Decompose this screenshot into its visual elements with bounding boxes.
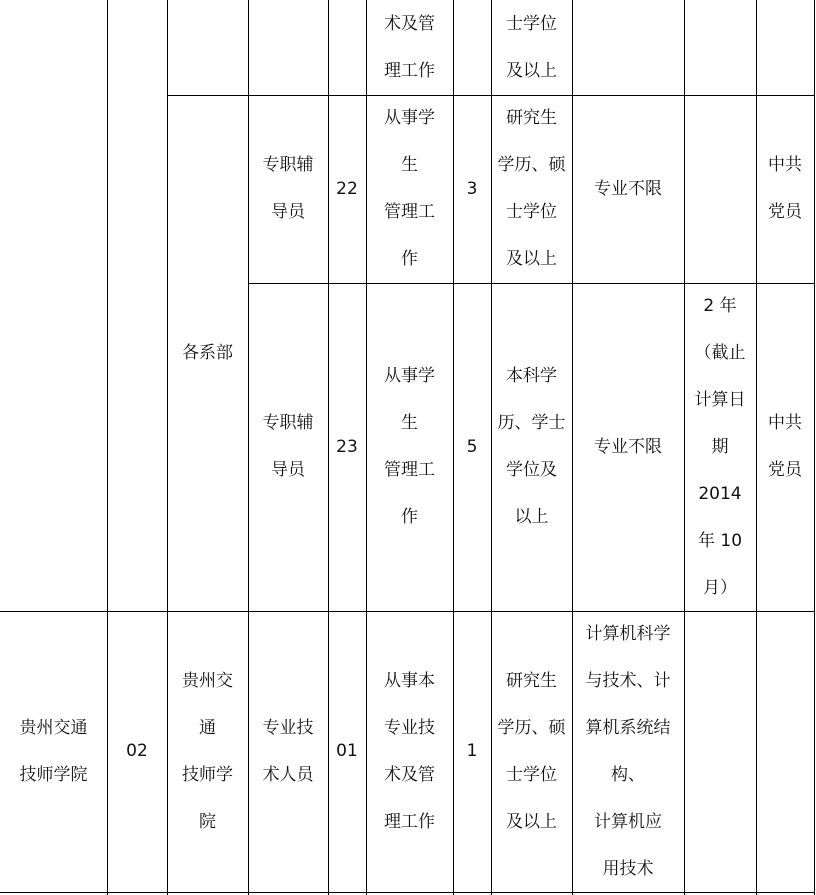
row22-position-cell: [248, 95, 328, 283]
gz-education-text: 研究生 学历、硕 士学位 及以上: [497, 670, 566, 832]
row22-other-text: 中共 党员: [768, 155, 802, 222]
row22-position-text: 专职辅 导员: [262, 155, 314, 222]
row22-duties-text: 从事学 生 管理工 作: [384, 108, 435, 269]
row23-code-text: 23: [336, 436, 358, 457]
top-duties-text: 术及管 理工作: [384, 13, 435, 81]
gz-duties-text: 从事本 专业技 术及管 理工作: [384, 670, 435, 832]
gz-unit-text: 贵州交通 技师学院: [19, 717, 88, 785]
row22-major-cell: [572, 95, 684, 283]
gz-headcount-text: 1: [466, 741, 478, 761]
department-cell: [167, 95, 248, 611]
row22-duties-cell: [366, 95, 453, 283]
gz-position-cell: [248, 611, 328, 892]
row23-duties-cell: [366, 283, 453, 611]
gz-code-text: 01: [336, 741, 358, 761]
gz-department-text: 贵州交 通 技师学 院: [182, 670, 233, 832]
row23-major-text: 专业不限: [594, 436, 662, 457]
row23-position-text: 专职辅 导员: [262, 413, 314, 480]
row23-code-cell: [328, 283, 366, 611]
row22-headcount-cell: [453, 95, 491, 283]
top-education-cell: [491, 0, 572, 95]
row22-other-cell: [756, 95, 814, 283]
gz-unit-code-cell: [107, 611, 167, 892]
row23-education-cell: [491, 283, 572, 611]
top-duties-cell: [366, 0, 453, 95]
gz-code-cell: [328, 611, 366, 892]
row23-experience-cell: [684, 283, 756, 611]
gz-department-cell: [167, 611, 248, 892]
row23-position-cell: [248, 283, 328, 611]
row22-headcount-text: 3: [466, 178, 478, 199]
gz-unit-cell: [0, 611, 107, 892]
row22-code-text: 22: [336, 178, 358, 199]
gz-duties-cell: [366, 611, 453, 892]
gz-position-text: 专业技 术人员: [262, 717, 314, 785]
row22-education-text: 研究生 学历、硕 士学位 及以上: [497, 108, 566, 269]
row23-experience-text: 2 年 （截止 计算日 期 2014 年 10 月）: [694, 295, 746, 598]
row23-other-cell: [756, 283, 814, 611]
row22-experience-cell: [684, 95, 756, 283]
row22-major-text: 专业不限: [594, 178, 662, 199]
row23-headcount-cell: [453, 283, 491, 611]
gz-unit-code-text: 02: [126, 741, 148, 761]
grid-line: [814, 0, 815, 895]
row22-code-cell: [328, 95, 366, 283]
row22-education-cell: [491, 95, 572, 283]
department-text: 各系部: [182, 342, 233, 363]
gz-education-cell: [491, 611, 572, 892]
top-education-text: 士学位 及以上: [506, 13, 557, 81]
gz-major-text: 计算机科学 与技术、计 算机系统结 构、 计算机应 用技术: [585, 623, 671, 879]
gz-headcount-cell: [453, 611, 491, 892]
grid-line: [0, 892, 815, 893]
row23-major-cell: [572, 283, 684, 611]
gz-other-cell: [756, 611, 814, 892]
row23-duties-text: 从事学 生 管理工 作: [384, 366, 435, 527]
row23-other-text: 中共 党员: [768, 413, 802, 480]
gz-experience-cell: [684, 611, 756, 892]
row23-headcount-text: 5: [466, 436, 478, 457]
row23-education-text: 本科学 历、学士 学位及 以上: [497, 366, 566, 527]
gz-major-cell: [572, 611, 684, 892]
